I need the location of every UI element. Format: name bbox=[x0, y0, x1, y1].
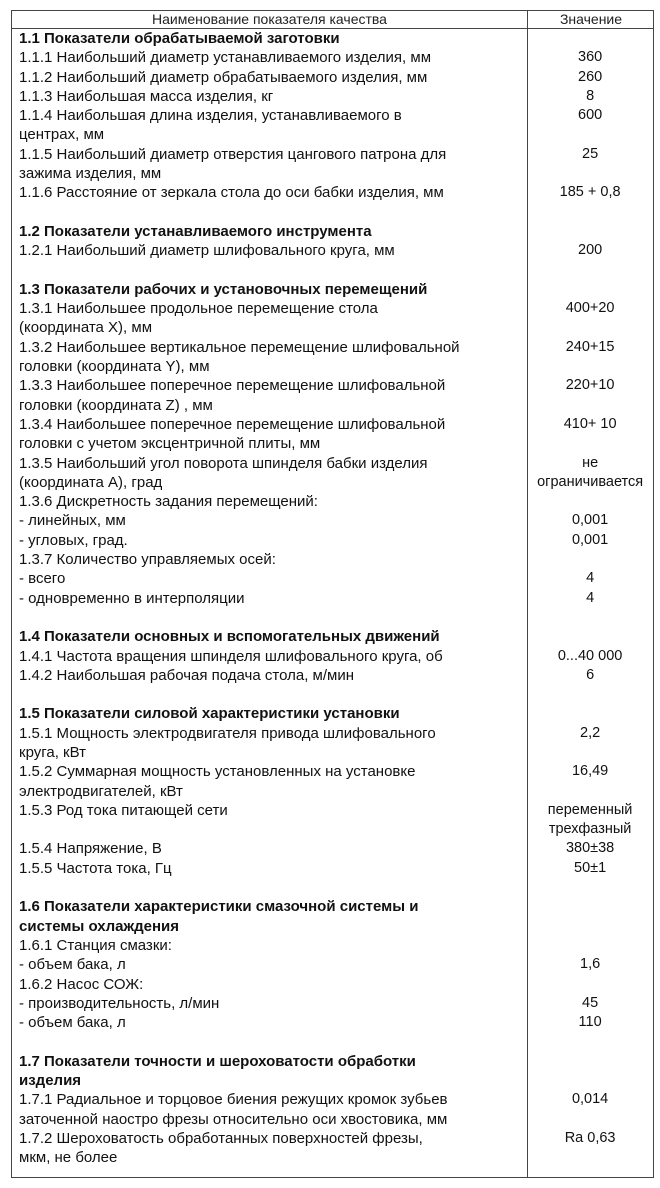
indicator-name bbox=[12, 376, 522, 415]
name-line: 1.5.3 Род тока питающей сети bbox=[19, 801, 228, 819]
indicator-name bbox=[12, 975, 522, 994]
table-row bbox=[12, 994, 653, 1013]
indicator-name bbox=[12, 241, 522, 260]
value-line: 4 bbox=[586, 589, 595, 606]
name-line: 1.1.2 Наибольший диаметр обрабатываемого изделия, мм bbox=[19, 68, 428, 86]
header-name-column: Наименование показателя качества bbox=[152, 11, 387, 27]
name-line: 1.1.5 Наибольший диаметр отверстия цангового патрона для bbox=[19, 145, 447, 163]
name-line: - производительность, л/мин bbox=[19, 994, 220, 1012]
name-line: головки (координата Y), мм bbox=[19, 358, 210, 376]
name-line: - угловых, град. bbox=[19, 531, 128, 549]
name-line: головки с учетом эксцентричной плиты, мм bbox=[19, 435, 321, 453]
indicator-name bbox=[12, 106, 522, 145]
section-title bbox=[12, 897, 522, 936]
table-row bbox=[12, 975, 653, 994]
indicator-name bbox=[12, 492, 522, 511]
name-line: зажима изделия, мм bbox=[19, 165, 162, 183]
section-heading-row bbox=[12, 704, 653, 723]
indicator-name bbox=[12, 299, 522, 338]
table-row bbox=[12, 48, 653, 67]
table-row bbox=[12, 955, 653, 974]
table-row bbox=[12, 569, 653, 588]
indicator-value bbox=[527, 647, 653, 666]
table-row bbox=[12, 299, 653, 338]
table-row bbox=[12, 1129, 653, 1168]
indicator-name bbox=[12, 955, 522, 974]
indicator-value bbox=[527, 106, 653, 145]
indicator-name bbox=[12, 454, 522, 493]
name-line: центрах, мм bbox=[19, 126, 105, 144]
value-line: 360 bbox=[578, 49, 603, 66]
name-line: 1.3.4 Наибольшее поперечное перемещение шлифовальной bbox=[19, 415, 446, 433]
indicator-name bbox=[12, 589, 522, 608]
indicator-name bbox=[12, 338, 522, 377]
indicator-value bbox=[527, 454, 653, 493]
indicator-value bbox=[527, 145, 653, 184]
indicator-name bbox=[12, 1129, 522, 1168]
name-line: - одновременно в интерполяции bbox=[19, 589, 245, 607]
value-line: 16,49 bbox=[571, 763, 609, 780]
table-row bbox=[12, 801, 653, 840]
table-row bbox=[12, 376, 653, 415]
indicator-value bbox=[527, 1129, 653, 1168]
value-line: 0,014 bbox=[571, 1091, 609, 1108]
table-body bbox=[12, 29, 653, 1168]
name-line: 1.2 Показатели устанавливаемого инструмента bbox=[19, 222, 372, 240]
value-line: 380±38 bbox=[565, 840, 615, 857]
table-row bbox=[12, 492, 653, 511]
name-line: 1.3.3 Наибольшее поперечное перемещение шлифовальной bbox=[19, 377, 446, 395]
table-row bbox=[12, 1090, 653, 1129]
indicator-value bbox=[527, 87, 653, 106]
value-line: 185 + 0,8 bbox=[559, 184, 621, 201]
name-line: 1.5.4 Напряжение, В bbox=[19, 840, 162, 858]
name-line: 1.3.5 Наибольший угол поворота шпинделя бабки изделия bbox=[19, 454, 428, 472]
table-row bbox=[12, 145, 653, 184]
value-line: 110 bbox=[578, 1014, 602, 1031]
name-line: электродвигателей, кВт bbox=[19, 782, 183, 800]
table-row bbox=[12, 68, 653, 87]
indicator-value bbox=[527, 955, 653, 974]
indicator-name bbox=[12, 183, 522, 202]
indicator-value bbox=[527, 299, 653, 338]
spacer-row bbox=[12, 685, 653, 704]
indicator-value bbox=[527, 975, 653, 994]
name-line: 1.1.6 Расстояние от зеркала стола до оси бабки изделия, мм bbox=[19, 184, 444, 202]
indicator-name bbox=[12, 1090, 522, 1129]
value-line: не bbox=[582, 454, 599, 471]
value-line: 1,6 bbox=[580, 956, 601, 973]
name-line: 1.5 Показатели силовой характеристики установки bbox=[19, 705, 400, 723]
value-line: 200 bbox=[578, 242, 603, 259]
indicator-value bbox=[527, 68, 653, 87]
quality-indicators-table bbox=[11, 10, 654, 1178]
indicator-name bbox=[12, 666, 522, 685]
table-row bbox=[12, 241, 653, 260]
indicator-value bbox=[527, 569, 653, 588]
indicator-value bbox=[527, 550, 653, 569]
indicator-value bbox=[527, 936, 653, 955]
table-row bbox=[12, 666, 653, 685]
indicator-value bbox=[527, 1052, 653, 1091]
indicator-value bbox=[527, 724, 653, 763]
table-row bbox=[12, 647, 653, 666]
value-line: ограничивается bbox=[537, 473, 644, 490]
value-line: 0,001 bbox=[571, 531, 609, 548]
table-row bbox=[12, 454, 653, 493]
spacer-row bbox=[12, 261, 653, 280]
indicator-value bbox=[527, 415, 653, 454]
table-row bbox=[12, 531, 653, 550]
table-row bbox=[12, 338, 653, 377]
indicator-name bbox=[12, 569, 522, 588]
indicator-name bbox=[12, 68, 522, 87]
indicator-value bbox=[527, 241, 653, 260]
section-title bbox=[12, 280, 522, 299]
indicator-value bbox=[527, 48, 653, 67]
indicator-value bbox=[527, 994, 653, 1013]
value-line: 6 bbox=[586, 666, 595, 683]
indicator-name bbox=[12, 531, 522, 550]
indicator-value bbox=[527, 492, 653, 511]
table-row bbox=[12, 106, 653, 145]
indicator-value bbox=[527, 666, 653, 685]
indicator-name bbox=[12, 415, 522, 454]
name-line: (координата А), град bbox=[19, 473, 163, 491]
indicator-name bbox=[12, 801, 522, 840]
name-line: 1.3.6 Дискретность задания перемещений: bbox=[19, 493, 318, 511]
section-heading-row bbox=[12, 627, 653, 646]
table-row bbox=[12, 87, 653, 106]
name-line: 1.6.1 Станция смазки: bbox=[19, 936, 172, 954]
name-line: 1.1.1 Наибольший диаметр устанавливаемого изделия, мм bbox=[19, 49, 432, 67]
name-line: 1.6.2 Насос СОЖ: bbox=[19, 975, 144, 993]
name-line: 1.3 Показатели рабочих и установочных перемещений bbox=[19, 280, 428, 298]
indicator-name bbox=[12, 859, 522, 878]
section-title bbox=[12, 222, 522, 241]
name-line: 1.4 Показатели основных и вспомогательных движений bbox=[19, 628, 440, 646]
indicator-value bbox=[527, 1013, 653, 1032]
table-row bbox=[12, 1013, 653, 1032]
section-heading-row bbox=[12, 222, 653, 241]
name-line: 1.7 Показатели точности и шероховатости обработки bbox=[19, 1052, 416, 1070]
section-heading-row bbox=[12, 29, 653, 48]
value-line: трехфазный bbox=[548, 821, 632, 838]
value-line: 50±1 bbox=[574, 859, 607, 876]
name-line: головки (координата Z) , мм bbox=[19, 396, 213, 414]
indicator-value bbox=[527, 627, 653, 646]
indicator-name bbox=[12, 936, 522, 955]
value-line: 2,2 bbox=[580, 724, 601, 741]
indicator-value bbox=[527, 222, 653, 241]
section-title bbox=[12, 1052, 522, 1091]
indicator-value bbox=[527, 801, 653, 840]
value-line: 240+15 bbox=[565, 338, 615, 355]
value-line: 220+10 bbox=[565, 377, 615, 394]
indicator-value bbox=[527, 29, 653, 48]
name-line: - всего bbox=[19, 570, 66, 588]
name-line: 1.5.2 Суммарная мощность установленных на установке bbox=[19, 763, 416, 781]
table-row bbox=[12, 936, 653, 955]
value-line: 410+ 10 bbox=[563, 415, 617, 432]
indicator-value bbox=[527, 280, 653, 299]
table-row bbox=[12, 762, 653, 801]
indicator-value bbox=[527, 762, 653, 801]
section-heading-row bbox=[12, 1052, 653, 1091]
section-heading-row bbox=[12, 897, 653, 936]
name-line: заточенной наостро фрезы относительно оси хвостовика, мм bbox=[19, 1110, 448, 1128]
spacer-row bbox=[12, 608, 653, 627]
value-line: 25 bbox=[582, 145, 599, 162]
value-line: Ra 0,63 bbox=[564, 1129, 616, 1146]
table-row bbox=[12, 859, 653, 878]
value-line: 400+20 bbox=[565, 300, 615, 317]
name-line: 1.1.3 Наибольшая масса изделия, кг bbox=[19, 87, 274, 105]
name-line: 1.1.4 Наибольшая длина изделия, устанавливаемого в bbox=[19, 107, 402, 125]
indicator-value bbox=[527, 704, 653, 723]
table-row bbox=[12, 183, 653, 202]
section-title bbox=[12, 29, 522, 48]
indicator-name bbox=[12, 145, 522, 184]
name-line: - объем бака, л bbox=[19, 1014, 126, 1032]
indicator-value bbox=[527, 511, 653, 530]
indicator-name bbox=[12, 839, 522, 858]
name-line: (координата X), мм bbox=[19, 319, 153, 337]
name-line: 1.6 Показатели характеристики смазочной системы и bbox=[19, 898, 419, 916]
value-line: 0...40 000 bbox=[557, 647, 623, 664]
value-line: 600 bbox=[578, 107, 603, 124]
table-row bbox=[12, 724, 653, 763]
name-line: круга, кВт bbox=[19, 743, 86, 761]
spacer-row bbox=[12, 878, 653, 897]
value-line: 0,001 bbox=[571, 512, 609, 529]
value-line: 260 bbox=[578, 68, 603, 85]
header-value-column: Значение bbox=[559, 11, 623, 27]
name-line: - линейных, мм bbox=[19, 512, 126, 530]
name-line: 1.5.5 Частота тока, Гц bbox=[19, 859, 172, 877]
section-title bbox=[12, 627, 522, 646]
name-line: 1.4.2 Наибольшая рабочая подача стола, м/мин bbox=[19, 666, 354, 684]
indicator-value bbox=[527, 589, 653, 608]
spacer-row bbox=[12, 203, 653, 222]
indicator-value bbox=[527, 376, 653, 415]
indicator-name bbox=[12, 550, 522, 569]
name-line: 1.4.1 Частота вращения шпинделя шлифовального круга, об bbox=[19, 647, 443, 665]
spacer-row bbox=[12, 1032, 653, 1051]
indicator-name bbox=[12, 762, 522, 801]
name-line: системы охлаждения bbox=[19, 917, 180, 935]
table-row bbox=[12, 589, 653, 608]
name-line: - объем бака, л bbox=[19, 956, 126, 974]
name-line: 1.7.1 Радиальное и торцовое биения режущих кромок зубьев bbox=[19, 1091, 448, 1109]
table-row bbox=[12, 550, 653, 569]
value-line: 8 bbox=[586, 87, 595, 104]
name-line bbox=[19, 820, 522, 839]
indicator-value bbox=[527, 839, 653, 858]
name-line: мкм, не более bbox=[19, 1149, 118, 1167]
section-heading-row bbox=[12, 280, 653, 299]
table-row bbox=[12, 415, 653, 454]
name-line: 1.3.7 Количество управляемых осей: bbox=[19, 551, 276, 569]
name-line: 1.2.1 Наибольший диаметр шлифовального круга, мм bbox=[19, 242, 395, 260]
table-row bbox=[12, 839, 653, 858]
indicator-value bbox=[527, 338, 653, 377]
indicator-value bbox=[527, 1090, 653, 1129]
table-row bbox=[12, 511, 653, 530]
indicator-name bbox=[12, 87, 522, 106]
name-line: 1.1 Показатели обрабатываемой заготовки bbox=[19, 30, 340, 47]
name-line: 1.5.1 Мощность электродвигателя привода шлифовального bbox=[19, 724, 436, 742]
value-line: переменный bbox=[547, 801, 633, 818]
indicator-name bbox=[12, 724, 522, 763]
indicator-value bbox=[527, 897, 653, 936]
value-line: 45 bbox=[582, 994, 599, 1011]
indicator-name bbox=[12, 647, 522, 666]
indicator-name bbox=[12, 994, 522, 1013]
indicator-name bbox=[12, 511, 522, 530]
name-line: 1.3.2 Наибольшее вертикальное перемещение шлифовальной bbox=[19, 338, 460, 356]
value-line: 4 bbox=[586, 570, 595, 587]
name-line: 1.7.2 Шероховатость обработанных поверхностей фрезы, bbox=[19, 1129, 423, 1147]
indicator-value bbox=[527, 183, 653, 202]
indicator-value bbox=[527, 859, 653, 878]
indicator-value bbox=[527, 531, 653, 550]
indicator-name bbox=[12, 1013, 522, 1032]
name-line: изделия bbox=[19, 1072, 82, 1090]
indicator-name bbox=[12, 48, 522, 67]
section-title bbox=[12, 704, 522, 723]
name-line: 1.3.1 Наибольшее продольное перемещение стола bbox=[19, 300, 378, 318]
